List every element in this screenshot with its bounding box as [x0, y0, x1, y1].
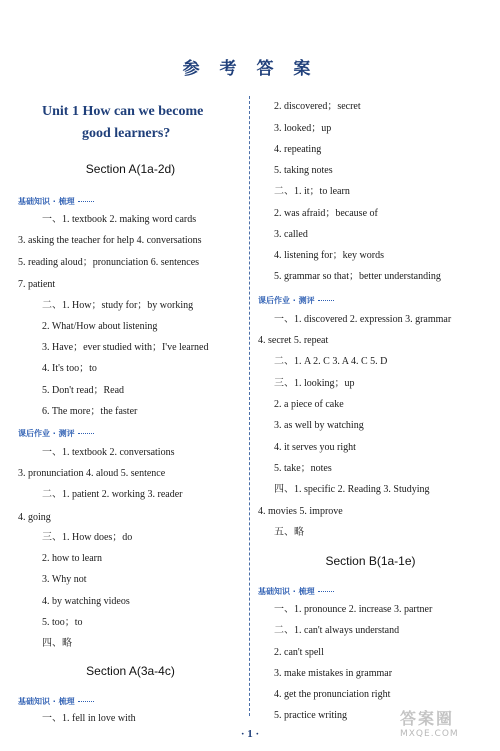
section-heading: Section B(1a-1e): [325, 554, 416, 568]
answer-line: 4. repeating: [274, 144, 322, 155]
section-label: 课后作业 · 测评: [258, 295, 334, 306]
answer-line: 三、1. looking；up: [274, 378, 355, 389]
answer-line: 二、1. How；study for；by working: [42, 300, 194, 311]
page-title: 参 考 答 案: [182, 59, 318, 79]
answer-line: 3. looked；up: [274, 123, 332, 134]
answer-line: 一、1. pronounce 2. increase 3. partner: [274, 604, 433, 615]
answer-line: 一、1. textbook 2. conversations: [42, 447, 175, 458]
answer-line: 四、1. specific 2. Reading 3. Studying: [274, 484, 430, 495]
answer-line: 5. practice writing: [274, 710, 348, 721]
unit-title-line-1: Unit 1 How can we become: [42, 104, 204, 119]
answer-line: 5. too；to: [42, 617, 83, 628]
answer-line: 4. listening for；key words: [274, 250, 384, 261]
section-heading: Section A(1a-2d): [85, 162, 176, 176]
answer-line: 2. discovered；secret: [274, 101, 361, 112]
answer-line: 四、略: [42, 638, 72, 649]
answer-line: 二、1. A 2. C 3. A 4. C 5. D: [274, 356, 388, 367]
answer-line: 5. reading aloud；pronunciation 6. sentences: [18, 257, 200, 268]
answer-line: 一、1. textbook 2. making word cards: [42, 214, 197, 225]
unit-title-line-2: good learners?: [82, 126, 171, 141]
column-divider: [249, 96, 250, 716]
answer-line: 3. as well by watching: [274, 420, 364, 431]
answer-line: 4. movies 5. improve: [258, 506, 343, 517]
section-label: 基础知识 · 梳理: [258, 586, 334, 597]
section-label: 课后作业 · 测评: [18, 428, 94, 439]
answer-line: 3. pronunciation 4. aloud 5. sentence: [18, 468, 166, 479]
answer-line: 2. can't spell: [274, 647, 324, 658]
answer-line: 5. taking notes: [274, 165, 333, 176]
answer-line: 2. What/How about listening: [42, 321, 158, 332]
answer-line: 4. it serves you right: [274, 442, 356, 453]
answer-line: 3. Have；ever studied with；I've learned: [42, 342, 209, 353]
answer-line: 二、1. it；to learn: [274, 186, 350, 197]
watermark-bottom-text: MXQE.COM: [400, 729, 459, 739]
watermark-top-text: 答案圈: [400, 709, 455, 728]
answer-line: 2. how to learn: [42, 553, 102, 564]
answer-line: 2. a piece of cake: [274, 399, 344, 410]
answer-line: 5. take；notes: [274, 463, 332, 474]
answer-line: 3. make mistakes in grammar: [274, 668, 393, 679]
section-label: 基础知识 · 梳理: [18, 696, 94, 707]
page-number: · 1 ·: [240, 728, 260, 740]
answer-line: 3. called: [274, 229, 308, 240]
section-heading: Section A(3a-4c): [86, 664, 175, 678]
answer-line: 6. The more；the faster: [42, 406, 138, 417]
answer-line: 3. Why not: [42, 574, 87, 585]
answer-line: 5. Don't read；Read: [42, 385, 125, 396]
answer-line: 一、1. fell in love with: [42, 713, 136, 724]
answer-line: 4. secret 5. repeat: [258, 335, 329, 346]
answer-line: 二、1. can't always understand: [274, 625, 400, 636]
answer-line: 5. grammar so that；better understanding: [274, 271, 441, 282]
answer-line: 7. patient: [18, 279, 56, 290]
answer-line: 4. going: [18, 512, 51, 523]
section-label: 基础知识 · 梳理: [18, 196, 94, 207]
answer-line: 二、1. patient 2. working 3. reader: [42, 489, 183, 500]
answer-line: 一、1. discovered 2. expression 3. grammar: [274, 314, 452, 325]
answer-line: 3. asking the teacher for help 4. conversations: [18, 235, 202, 246]
answer-line: 4. by watching videos: [42, 596, 130, 607]
answer-line: 4. It's too；to: [42, 363, 97, 374]
answer-line: 4. get the pronunciation right: [274, 689, 391, 700]
watermark-logo: [400, 706, 492, 746]
answer-line: 五、略: [274, 527, 304, 538]
answer-line: 2. was afraid；because of: [274, 208, 378, 219]
answer-line: 三、1. How does；do: [42, 532, 133, 543]
